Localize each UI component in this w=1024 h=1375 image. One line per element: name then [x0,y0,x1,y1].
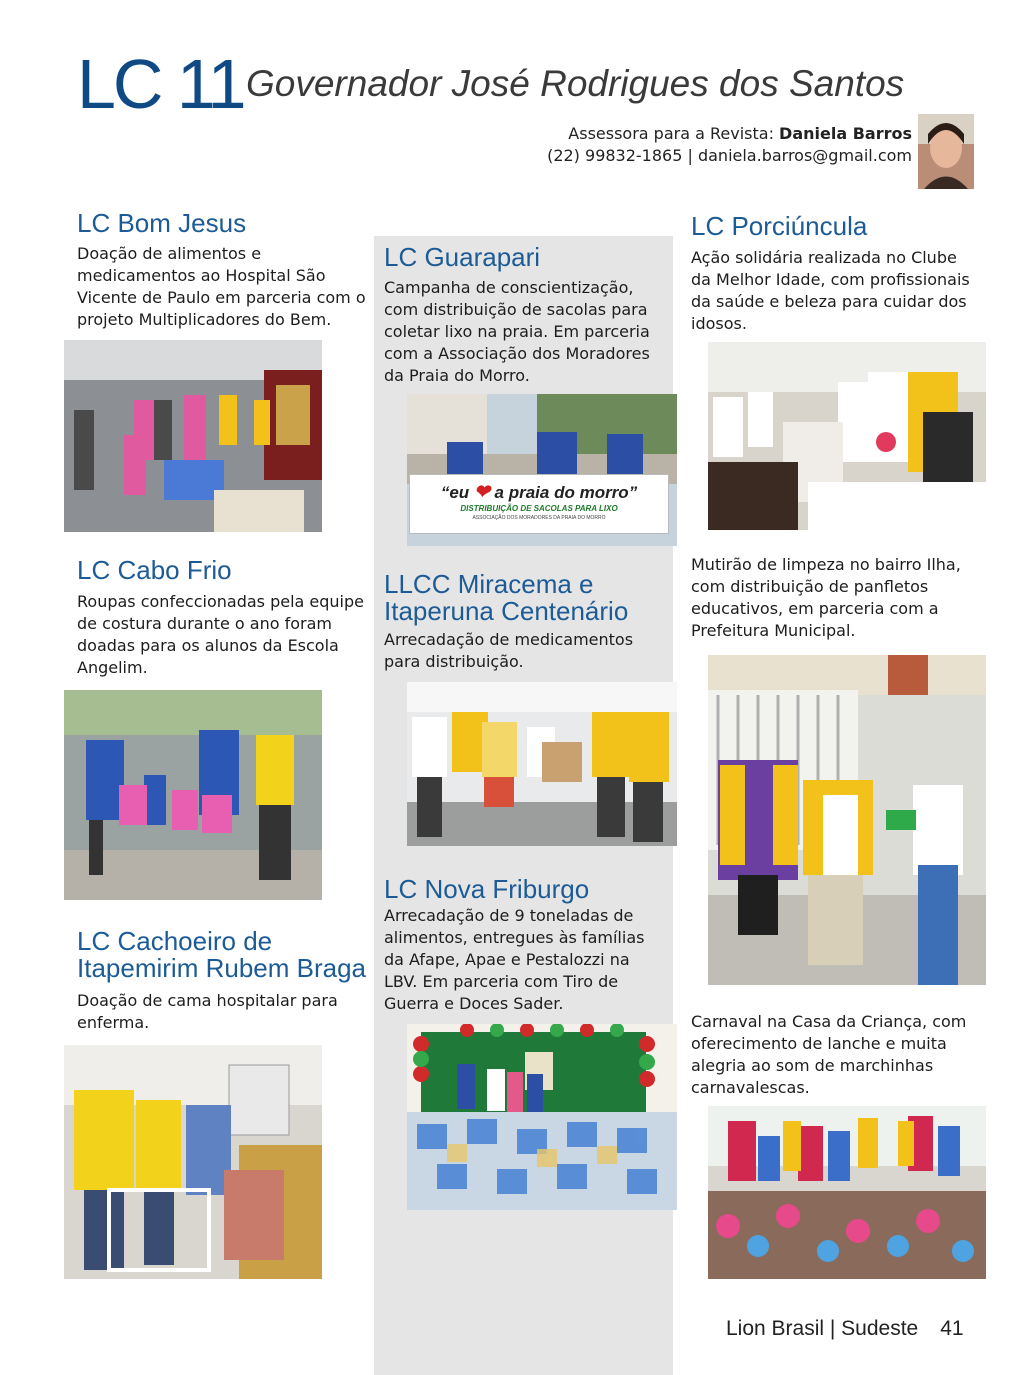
heading-cachoeiro-line1: LC Cachoeiro de [77,926,273,956]
heart-icon: ❤ [473,482,490,503]
photo-miracema [407,682,677,846]
photo-nova-friburgo [407,1024,677,1210]
text-guarapari: Campanha de conscientização, com distribuição de sacolas para coletar lixo na praia. Em parceria com a Associação dos Moradores da Praia do Morro. [384,278,650,385]
district-number: LC 11 [77,45,244,123]
heading-porciuncula: LC Porciúncula [691,211,868,241]
text-cabo-frio: Roupas confeccionadas pela equipe de costura durante o ano foram doadas para os alunos da Escola Angelim. [77,592,364,677]
page-number: 41 [940,1317,964,1340]
text-miracema: Arrecadação de medicamentos para distribuição. [384,630,634,671]
assessora-contact: (22) 99832-1865 | daniela.barros@gmail.com [547,146,912,165]
heading-miracema-line1: LLCC Miracema e [384,569,594,599]
photo-porciuncula [708,342,986,530]
photo-ilha [708,655,986,985]
assessora-avatar [918,114,974,189]
heading-cachoeiro-line2: Itapemirim Rubem Braga [77,953,366,983]
text-porciuncula: Ação solidária realizada no Clube da Melhor Idade, com profissionais da saúde e beleza para cuidar dos idosos. [691,248,970,333]
banner-association: ASSOCIAÇÃO DOS MORADORES DA PRAIA DO MORRO [472,515,606,521]
text-ilha: Mutirão de limpeza no bairro Ilha, com distribuição de panfletos educativos, em parceria com a Prefeitura Municipal. [691,555,961,640]
heading-nova-friburgo: LC Nova Friburgo [384,874,590,904]
heading-cachoeiro [77,928,377,982]
heading-miracema [384,571,674,625]
heading-cabo-frio: LC Cabo Frio [77,555,232,585]
assessora-prefix: Assessora para a Revista: [568,124,780,143]
text-cachoeiro: Doação de cama hospitalar para enferma. [77,991,338,1032]
assessora-name: Daniela Barros [779,124,912,143]
banner-praia: a praia do morro” [494,483,638,502]
banner-eu: “eu [440,483,470,502]
photo-cachoeiro [64,1045,322,1279]
publication-name: Lion Brasil | Sudeste [726,1317,919,1340]
heading-bom-jesus: LC Bom Jesus [77,208,247,238]
photo-bom-jesus [64,340,322,532]
heading-miracema-line2: Itaperuna Centenário [384,596,629,626]
banner-subtitle: DISTRIBUIÇÃO DE SACOLAS PARA LIXO [460,504,618,513]
photo-guarapari [407,394,677,546]
footer [726,1316,964,1342]
assessora-block [547,123,912,167]
heading-guarapari: LC Guarapari [384,242,541,272]
governor-name: Governador José Rodrigues dos Santos [246,63,905,104]
text-nova-friburgo: Arrecadação de 9 toneladas de alimentos, entregues às famílias da Afape, Apae e Pestalozzi na LBV. Em parceria com Tiro de Guerra e Doces Sader. [384,906,645,1013]
photo-cabo-frio [64,690,322,900]
photo-carnaval [708,1106,986,1279]
text-bom-jesus: Doação de alimentos e medicamentos ao Hospital São Vicente de Paulo em parceria com o projeto Multiplicadores do Bem. [77,244,366,329]
guarapari-banner [409,474,669,534]
text-carnaval: Carnaval na Casa da Criança, com oferecimento de lanche e muita alegria ao som de marchinhas carnavalescas. [691,1012,967,1097]
